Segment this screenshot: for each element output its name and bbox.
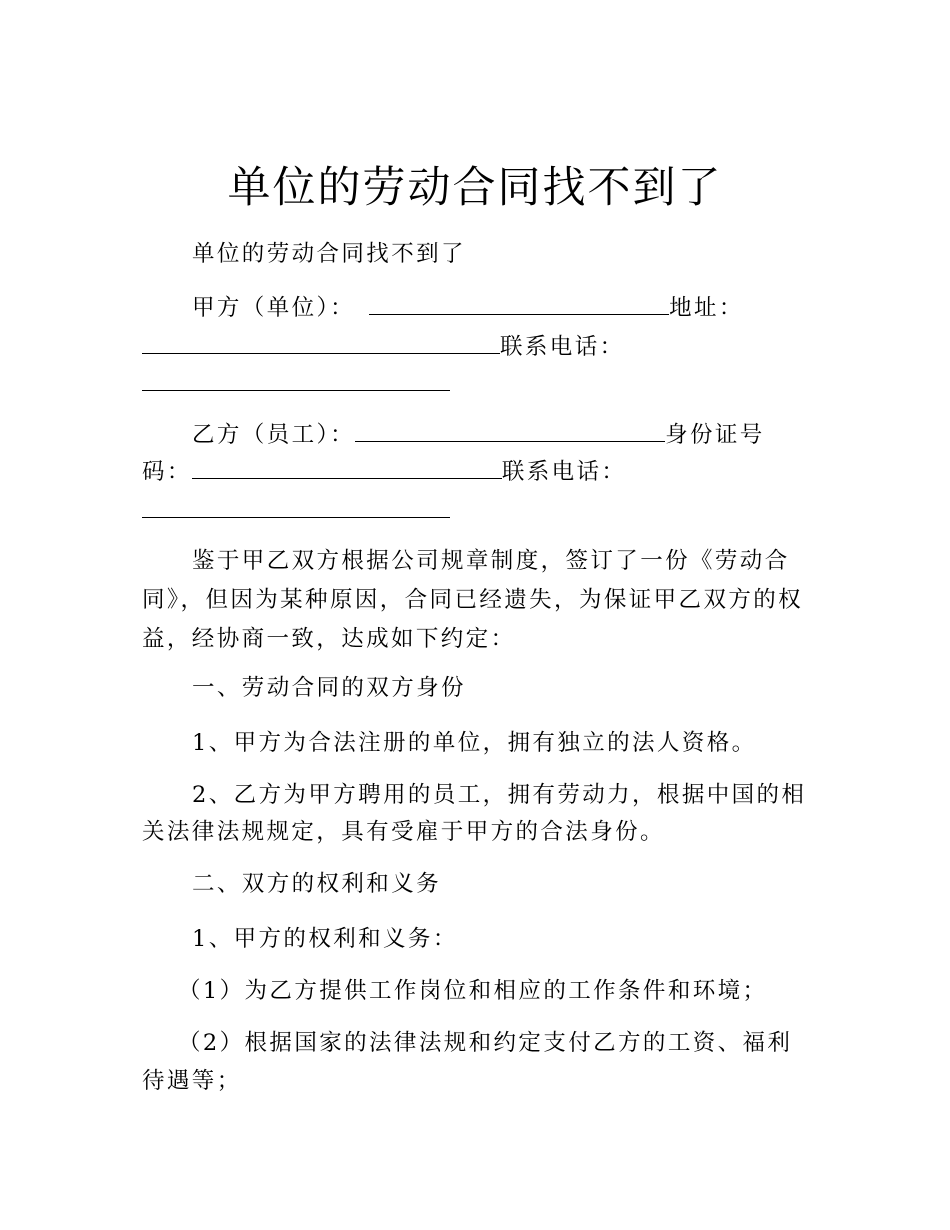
party-a-address-blank[interactable] <box>142 331 500 354</box>
preamble-line-3: 益，经协商一致，达成如下约定： <box>142 626 516 652</box>
party-b-id-label-cont: 码： <box>142 459 192 485</box>
party-b-id-label: 身份证号 <box>665 422 765 448</box>
party-a-phone-blank[interactable] <box>142 390 450 391</box>
party-a-address-label: 地址： <box>669 295 744 321</box>
section2-clause1: （1）为乙方提供工作岗位和相应的工作条件和环境； <box>178 978 768 1004</box>
section2-clause2-line2: 待遇等； <box>142 1068 242 1094</box>
party-b-id-line <box>142 456 626 487</box>
party-a-name-blank[interactable] <box>369 292 669 315</box>
party-b-line <box>192 419 765 450</box>
party-a-address-line <box>142 331 625 362</box>
section2-sub1: 1、甲方的权利和义务： <box>192 926 458 952</box>
section1-item1: 1、甲方为合法注册的单位，拥有独立的法人资格。 <box>192 730 757 756</box>
section2-clause2-line1: （2）根据国家的法律法规和约定支付乙方的工资、福利 <box>178 1030 793 1056</box>
section2-heading: 二、双方的权利和义务 <box>192 871 442 897</box>
party-a-label: 甲方（单位）： <box>192 295 356 321</box>
party-b-label: 乙方（员工）： <box>192 422 356 448</box>
preamble-line-2: 同》，但因为某种原因，合同已经遗失，为保证甲乙双方的权 <box>142 587 804 613</box>
preamble-line-1: 鉴于甲乙双方根据公司规章制度，签订了一份《劳动合 <box>192 548 790 574</box>
section1-item2-line2: 关法律法规规定，具有受雇于甲方的合法身份。 <box>142 819 665 845</box>
party-b-phone-blank[interactable] <box>142 517 450 518</box>
section1-item2-line1: 2、乙方为甲方聘用的员工，拥有劳动力，根据中国的相 <box>192 782 807 808</box>
document-title: 单位的劳动合同找不到了 <box>227 163 723 213</box>
party-a-phone-label: 联系电话： <box>500 334 625 360</box>
party-b-phone-label: 联系电话： <box>501 459 627 485</box>
party-b-name-blank[interactable] <box>355 419 665 442</box>
subtitle: 单位的劳动合同找不到了 <box>192 241 466 267</box>
section1-heading: 一、劳动合同的双方身份 <box>192 675 466 701</box>
party-a-line <box>192 292 744 323</box>
party-b-id-blank[interactable] <box>192 456 502 479</box>
